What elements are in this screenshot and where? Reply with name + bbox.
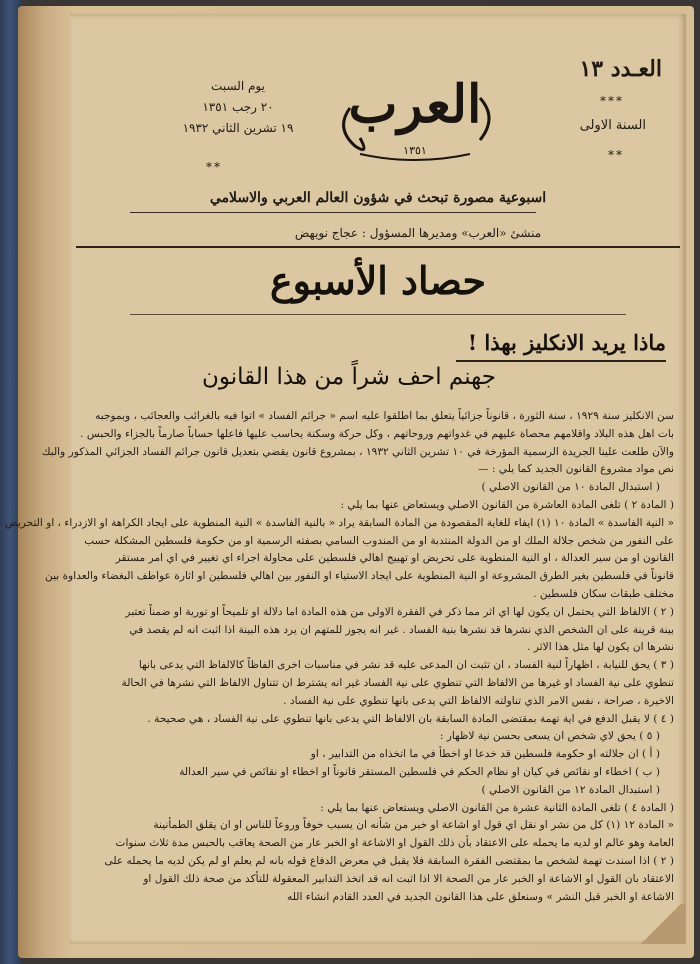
article-line: ( أ ) ان جلالته او حكومة فلسطين قد خدعا او اخطأ في ما اتخذاه من التدابير ، او <box>310 748 660 761</box>
issue-number: العـدد ١٣ <box>579 56 662 82</box>
article-body <box>4 408 674 906</box>
article-line: ( استبدال المادة ١٠ من القانون الاصلي ) <box>481 481 660 494</box>
headline-primary: ماذا يريد الانكليز بهذا ! <box>467 330 666 355</box>
article-line: ( المادة ٢ ) تلغى المادة العاشرة من القانون الاصلي ويستعاض عنها بما يلي : <box>340 498 674 511</box>
article-line: سن الانكليز سنة ١٩٢٩ ، سنة الثورة ، قانوناً جزائياً يتعلق بما اطلقوا عليه اسم « جرائم الفساد » اتوا فيه بالغرائب والعجائب ، وبموجبه <box>95 410 674 422</box>
headline-secondary: جهنم احف شراً من هذا القانون <box>201 364 496 390</box>
article-line: نص مواد مشروع القانون الجديد كما يلي : — <box>478 463 674 476</box>
article-line: على النفور من شخص جلالة الملك او من الدولة المنتدبة او من المندوب السامي بصفته الرسمية او من حكومة فلسطين المشكلة حسب <box>84 534 674 547</box>
ornament-stars: ** <box>608 148 624 162</box>
article-line: ( ب ) اخطاء او نقائص في كيان او نظام الحكم في فلسطين المستقر قانوناً او اخطاء او نقائص في سير العدالة <box>179 765 660 778</box>
article-line: « النية الفاسدة » المادة ١٠ (١) ايفاء للغاية المقصودة من المادة السابقة يراد « بالنية الفاسدة » النية المنطوية على ايجاد الكراهة او الازدراء ، او التحريض <box>4 516 674 529</box>
article-line: ( ٤ ) لا يقبل الدفع في اية تهمة بمقتضى المادة السابقة بان الالفاظ التي يدعى بانها تنطوي على نية الفساد ، هي صحيحة . <box>147 712 674 725</box>
divider <box>456 360 666 362</box>
article-line: بينة قرينة على ان الشخص الذي نشرها قد نشرها بنية الفساد . غير انه يجوز للمتهم ان يرد هذه البينة اذا اثبت انه لم يقصد في <box>129 623 674 636</box>
article-line: ( ٢ ) اذا اسندت تهمة لشخص ما بمقتضى الفقرة السابقة فلا يقبل في معرض الدفاع قوله بانه لم يعلم او لم يكن لديه ما يحمله على <box>104 854 674 867</box>
article-line: قانوناً في فلسطين بغير الطرق المشروعة او النية المنطوية على ايجاد الاستياء او النفور بين اهالي فلسطين او اثارة عواطف البغضاء والعداوة بين <box>45 570 674 583</box>
article-line: الاخيرة ، صراحة ، نفس الامر الذي تناولته الالفاظ التي يدعى بانها تنطوي على نية الفساد . <box>283 694 674 707</box>
article-line: الاعتقاد بان القول او الاشاعة او الخبر عار من الصحة الا اذا اثبت انه قد اتخذ التدابير المعقولة للتأكد من صحة ذلك القول او <box>143 872 674 885</box>
date-hijri: ٢٠ رجب ١٣٥١ <box>202 100 274 114</box>
article-line: القانون او من سير العدالة ، او النية المنطوية على تحريض او تهييج اهالي فلسطين على محاولة اجراء اي تغيير في اي امر مستقر <box>115 552 674 565</box>
article-line: بات اهل هذه البلاد واقلامهم محصاة عليهم في غدواتهم وروحاتهم ، وكل حركة وسكنة يحاسب عليها فاعلها حساباً صارماً بالجزاء والحبس . <box>80 427 674 440</box>
volume-label: السنة الاولى <box>579 118 646 133</box>
ornament-stars: *** <box>600 94 624 108</box>
tagline: اسبوعية مصورة تبحث في شؤون العالم العربي والاسلامي <box>209 190 547 206</box>
divider <box>130 212 536 213</box>
logo-title: العرب <box>348 74 482 135</box>
ornament-stars: ** <box>206 160 222 174</box>
newspaper-logo <box>330 68 500 168</box>
article-line: ( استبدال المادة ١٢ من القانون الاصلي ) <box>481 783 660 796</box>
page-corner <box>636 904 686 944</box>
divider <box>76 246 680 248</box>
article-line: العامة وهو عالم او لديه ما يحمله على الاعتقاد بأن ذلك القول او الاشاعة او الخبر عار من الصحة يعاقب بالحبس مدة ثلاث سنوات <box>115 837 674 850</box>
date-day: يوم السبت <box>211 79 265 93</box>
logo-year: ١٣٥١ <box>403 144 427 157</box>
newspaper-page <box>4 14 686 944</box>
owner-line: منشئ «العرب» ومديرها المسؤول : عجاج نويهض <box>294 226 542 240</box>
article-line: نشرها ان يكون لها مثل هذا الاثر . <box>527 641 674 654</box>
divider <box>130 314 626 315</box>
article-line: ( ٢ ) الالفاظ التي يحتمل ان يكون لها اي اثر مما ذكر في الفقرة الاولى من هذه المادة اما دلالة او تلميحاً او تورية او ضمناً تعتبر <box>125 605 674 618</box>
article-line: والآن طلعت علينا الجريدة الرسمية المؤرخة في ١٠ تشرين الثاني ١٩٣٢ ، بمشروع قانون يقضي بتعديل قانون جرائم الفساد الجزائي المذكور والبك <box>41 445 674 458</box>
masthead <box>70 14 686 244</box>
article-line: تنطوي على نية الفساد او غيرها من الالفاظ التي تنطوي على نية الفساد غير انه يشترط ان تتناول الالفاظ التي نشرها في الحالة <box>121 676 674 689</box>
date-gregorian: ١٩ تشرين الثاني ١٩٣٢ <box>182 121 294 135</box>
date-block <box>178 76 298 139</box>
article-line: « المادة ١٢ (١) كل من نشر او نقل اي قول او اشاعة او خبر من شأنه ان يسبب خوفاً وروعاً للناس او ان يقلق الطمأنينة <box>153 819 674 832</box>
article-line: ( ٥ ) يحق لاي شخص ان يسعى بحسن نية لاظهار : <box>439 730 660 743</box>
article-line: الاشاعة او الخبر قبل النشر » وسنعلق على هذا القانون الجديد في العدد القادم انشاء الله <box>287 890 674 903</box>
article-line: مختلف طبقات سكان فلسطين . <box>533 587 674 600</box>
article-line: ( ٣ ) يحق للنيابة ، اظهاراً لنية الفساد ، ان تثبت ان المدعى عليه قد نشر في مناسبات اخرى الفاظاً كالالفاظ التي يدعى بانها <box>138 659 674 672</box>
section-title: حصاد الأسبوع <box>269 258 486 303</box>
article-line: ( المادة ٤ ) تلغى المادة الثانية عشرة من القانون الاصلي ويستعاض عنها بما يلي : <box>320 801 674 814</box>
